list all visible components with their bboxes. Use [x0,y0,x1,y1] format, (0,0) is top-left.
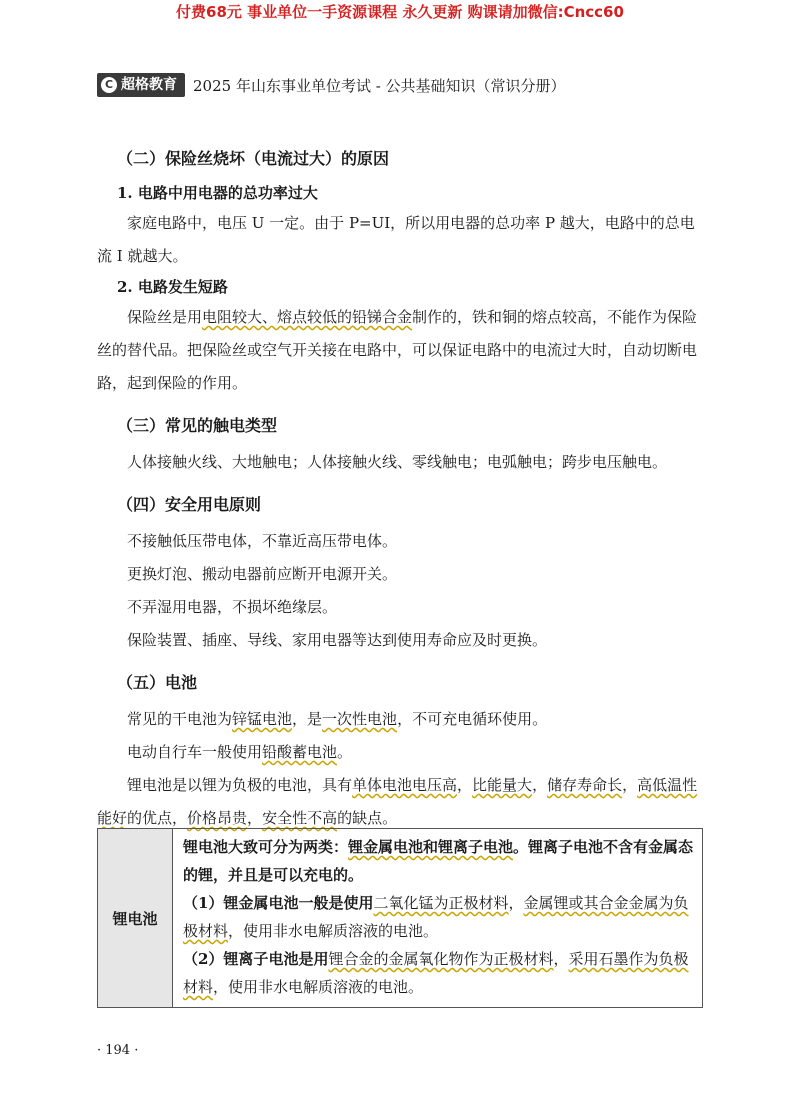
table-row: 锂电池大致可分为两类：锂金属电池和锂离子电池。锂离子电池不含有金属态的锂，并且是可以充电的。 [183,838,694,884]
section-5-para-1: 常见的干电池为锌锰电池，是一次性电池，不可充电循环使用。 [127,710,548,728]
table-row: （1）锂金属电池一般是使用二氧化锰为正极材料，金属锂或其合金金属为负极材料，使用非水电解质溶液的电池。 [183,894,689,940]
section-2-2-text: 保险丝是用电阻较大、熔点较低的铅锑合金制作的，铁和铜的熔点较高，不能作为保险丝的替代品。把保险丝或空气开关接在电路中，可以保证电路中的电流过大时，自动切断电路，起到保险的作用。 [97,308,698,392]
section-2-1-title: 1. 电路中用电器的总功率过大 [117,184,318,202]
list-item: 更换灯泡、搬动电器前应断开电源开关。 [127,565,398,583]
logo-icon: C [101,77,117,93]
page-header [97,73,566,97]
lithium-battery-table [97,828,703,1008]
table-row: （2）锂离子电池是用锂合金的金属氧化物作为正极材料，采用石墨作为负极材料，使用非水电解质溶液的电池。 [183,950,689,996]
main-content [97,145,709,835]
list-item: 保险装置、插座、导线、家用电器等达到使用寿命应及时更换。 [127,631,548,649]
list-item: 不接触低压带电体，不靠近高压带电体。 [127,532,398,550]
table-body [173,829,703,1008]
section-5-para-3: 锂电池是以锂为负极的电池，具有单体电池电压高，比能量大，储存寿命长，高低温性能好的优点，价格昂贵，安全性不高的缺点。 [97,776,698,827]
section-3-text: 人体接触火线、大地触电；人体接触火线、零线触电；电弧触电；跨步电压触电。 [127,453,668,471]
list-item: 不弄湿用电器，不损坏绝缘层。 [127,598,338,616]
logo-text: 超格教育 [121,77,177,93]
page-number: · 194 · [97,1043,139,1058]
promo-banner: 付费68元 事业单位一手资源课程 永久更新 购课请加微信:Cncc60 [176,3,624,21]
brand-logo [97,73,185,97]
key-term: 电阻较大、熔点较低的铅锑合金 [202,308,413,326]
book-title: 2025 年山东事业单位考试 - 公共基础知识（常识分册） [193,76,566,95]
section-3-title: （三）常见的触电类型 [117,416,278,435]
section-4-title: （四）安全用电原则 [117,495,262,514]
section-2-title: （二）保险丝烧坏（电流过大）的原因 [117,149,390,168]
section-5-title: （五）电池 [117,673,198,692]
section-5-para-2: 电动自行车一般使用铅酸蓄电池。 [127,743,353,761]
section-2-2-title: 2. 电路发生短路 [117,278,228,296]
table-label: 锂电池 [98,829,173,1008]
section-2-1-text: 家庭电路中，电压 U 一定。由于 P=UI，所以用电器的总功率 P 越大，电路中的总电流 I 就越大。 [97,214,695,265]
